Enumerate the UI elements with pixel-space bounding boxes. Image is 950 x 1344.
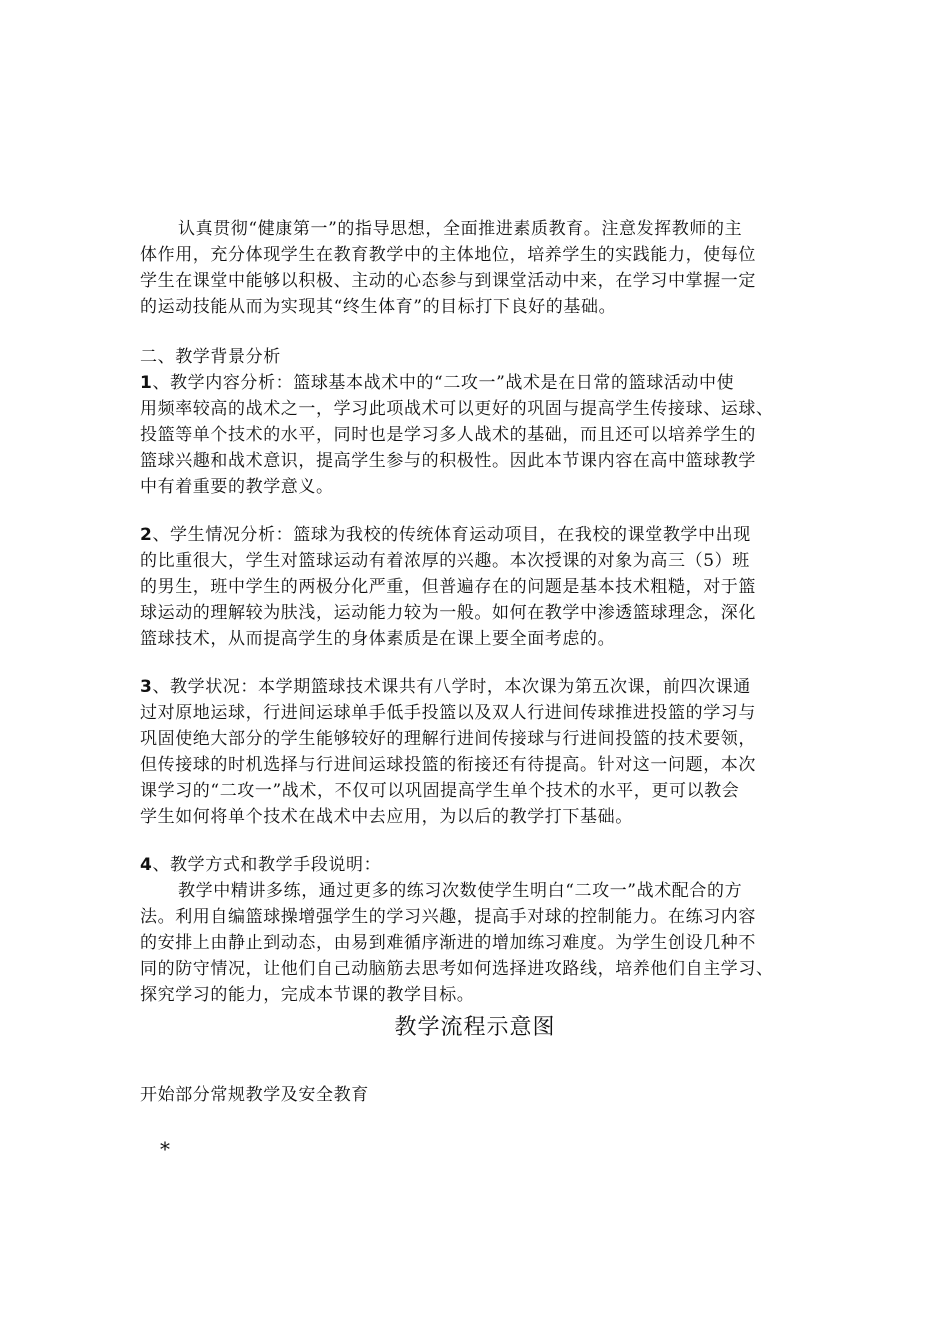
item-number: 4 [140, 855, 153, 875]
item-first-line [140, 522, 751, 548]
item-number: 2 [140, 525, 153, 545]
item-line: 中有着重要的教学意义。 [140, 477, 334, 497]
item-text: 、学生情况分析：篮球为我校的传统体育运动项目，在我校的课堂教学中出现 [152, 525, 751, 545]
item-line: 学生如何将单个技术在战术中去应用，为以后的教学打下基础。 [140, 807, 633, 827]
flow-marker: * [160, 1137, 170, 1161]
item-line: 法。利用自编篮球操增强学生的学习兴趣，提高手对球的控制能力。在练习内容 [140, 907, 756, 927]
item-line: 但传接球的时机选择与行进间运球投篮的衔接还有待提高。针对这一问题，本次 [140, 755, 756, 775]
item-line: 篮球技术，从而提高学生的身体素质是在课上要全面考虑的。 [140, 629, 616, 649]
item-number: 1 [140, 373, 153, 393]
item-first-line [140, 852, 381, 878]
item-text: 、教学内容分析：篮球基本战术中的“二攻一”战术是在日常的篮球活动中使 [152, 373, 735, 393]
item-line: 教学中精讲多练，通过更多的练习次数使学生明白“二攻一”战术配合的方 [178, 881, 743, 901]
item-line: 探究学习的能力，完成本节课的教学目标。 [140, 985, 475, 1005]
item-line: 投篮等单个技术的水平，同时也是学习多人战术的基础，而且还可以培养学生的 [140, 425, 756, 445]
section-heading: 二、教学背景分析 [140, 347, 281, 367]
item-line: 课学习的“二攻一”战术，不仅可以巩固提高学生单个技术的水平，更可以教会 [140, 781, 740, 801]
flow-first-step: 开始部分常规教学及安全教育 [140, 1085, 369, 1105]
item-line: 的比重很大，学生对篮球运动有着浓厚的兴趣。本次授课的对象为高三（5）班 [140, 551, 750, 571]
intro-line: 体作用，充分体现学生在教育教学中的主体地位，培养学生的实践能力，使每位 [140, 245, 756, 265]
item-number: 3 [140, 677, 153, 697]
item-line: 巩固使绝大部分的学生能够较好的理解行进间传接球与行进间投篮的技术要领， [140, 729, 756, 749]
item-first-line [140, 370, 734, 396]
item-first-line [140, 674, 751, 700]
item-text: 、教学方式和教学手段说明： [152, 855, 382, 875]
intro-line: 的运动技能从而为实现其“终生体育”的目标打下良好的基础。 [140, 297, 617, 317]
item-line: 过对原地运球，行进间运球单手低手投篮以及双人行进间传球推进投篮的学习与 [140, 703, 756, 723]
item-line: 球运动的理解较为肤浅，运动能力较为一般。如何在教学中渗透篮球理念，深化 [140, 603, 756, 623]
intro-line: 认真贯彻“健康第一”的指导思想，全面推进素质教育。注意发挥教师的主 [178, 219, 743, 239]
item-line: 篮球兴趣和战术意识，提高学生参与的积极性。因此本节课内容在高中篮球教学 [140, 451, 756, 471]
flow-title: 教学流程示意图 [394, 1015, 556, 1040]
item-line: 的男生，班中学生的两极分化严重，但普遍存在的问题是基本技术粗糙，对于篮 [140, 577, 756, 597]
item-line: 用频率较高的战术之一，学习此项战术可以更好的巩固与提高学生传接球、运球、 [140, 399, 774, 419]
item-line: 的安排上由静止到动态，由易到难循序渐进的增加练习难度。为学生创设几种不 [140, 933, 756, 953]
intro-line: 学生在课堂中能够以积极、主动的心态参与到课堂活动中来，在学习中掌握一定 [140, 271, 756, 291]
item-line: 同的防守情况，让他们自己动脑筋去思考如何选择进攻路线，培养他们自主学习、 [140, 959, 774, 979]
item-text: 、教学状况：本学期篮球技术课共有八学时，本次课为第五次课，前四次课通 [152, 677, 751, 697]
